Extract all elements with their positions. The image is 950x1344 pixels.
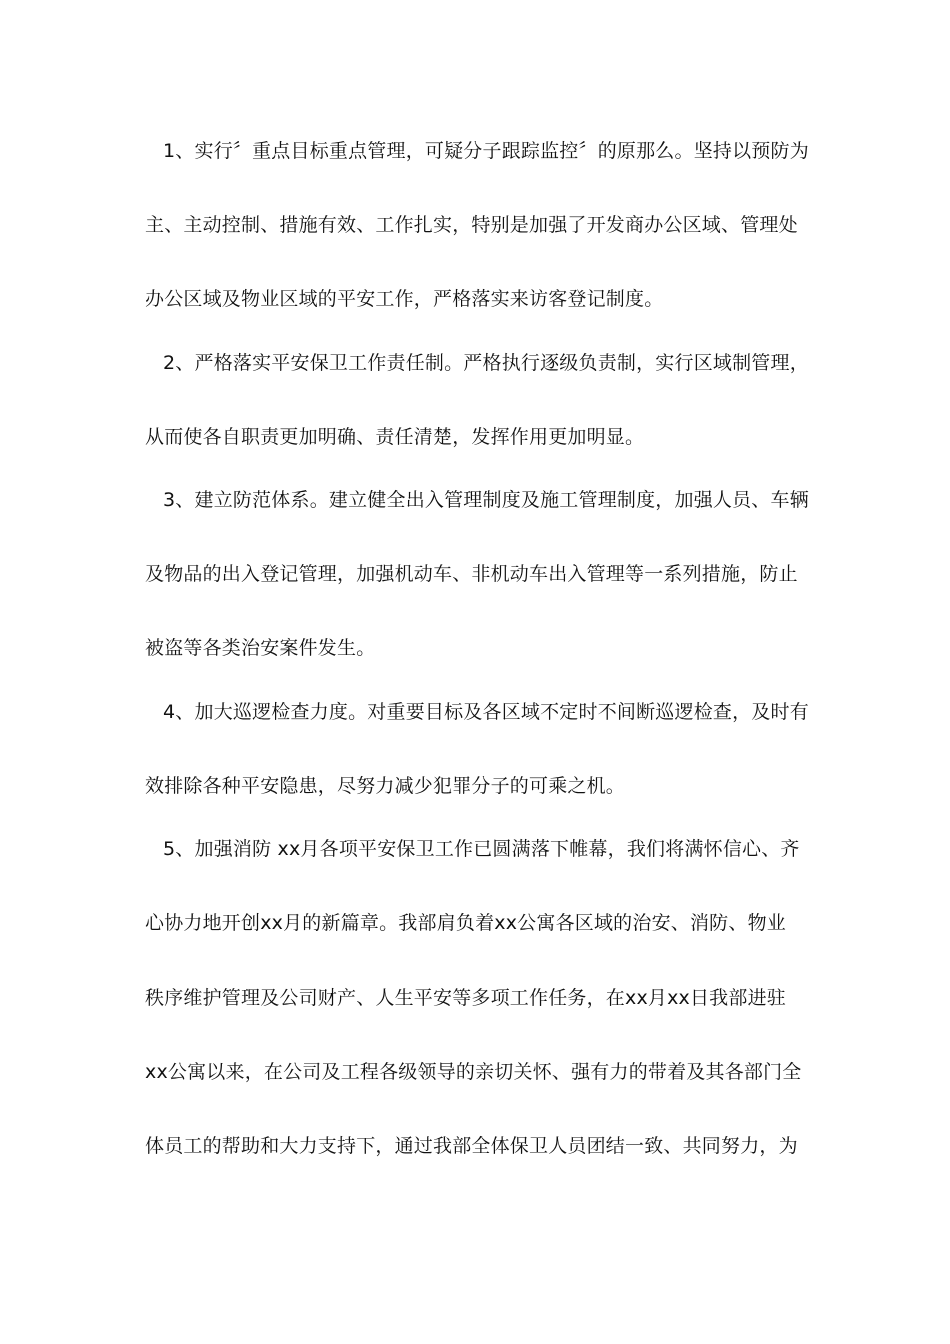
paragraph-5-line-1: 5、加强消防 xx月各项平安保卫工作已圆满落下帷幕，我们将满怀信心、齐 — [163, 838, 800, 860]
paragraph-5-line-2: 心协力地开创xx月的新篇章。我部肩负着xx公寓各区域的治安、消防、物业 — [145, 912, 786, 934]
paragraph-2-line-2: 从而使各自职责更加明确、责任清楚，发挥作用更加明显。 — [145, 426, 645, 448]
paragraph-3-line-1: 3、建立防范体系。建立健全出入管理制度及施工管理制度，加强人员、车辆 — [163, 489, 809, 511]
paragraph-5-line-4: xx公寓以来，在公司及工程各级领导的亲切关怀、强有力的带着及其各部门全 — [145, 1061, 802, 1083]
paragraph-3-line-3: 被盗等各类治安案件发生。 — [145, 637, 376, 659]
paragraph-5-line-3: 秩序维护管理及公司财产、人生平安等多项工作任务，在xx月xx日我部进驻 — [145, 987, 786, 1009]
paragraph-1-line-1: 1、实行〞重点目标重点管理，可疑分子跟踪监控〞的原那么。坚持以预防为 — [163, 140, 809, 162]
paragraph-2-line-1: 2、严格落实平安保卫工作责任制。严格执行逐级负责制，实行区域制管理， — [163, 352, 809, 374]
paragraph-5-line-5: 体员工的帮助和大力支持下，通过我部全体保卫人员团结一致、共同努力，为 — [145, 1135, 798, 1157]
paragraph-1-line-3: 办公区域及物业区域的平安工作，严格落实来访客登记制度。 — [145, 288, 664, 310]
paragraph-4-line-2: 效排除各种平安隐患，尽努力减少犯罪分子的可乘之机。 — [145, 775, 626, 797]
paragraph-4-line-1: 4、加大巡逻检查力度。对重要目标及各区域不定时不间断巡逻检查，及时有 — [163, 701, 809, 723]
paragraph-3-line-2: 及物品的出入登记管理，加强机动车、非机动车出入管理等一系列措施，防止 — [145, 563, 798, 585]
paragraph-1-line-2: 主、主动控制、措施有效、工作扎实，特别是加强了开发商办公区域、管理处 — [145, 214, 798, 236]
